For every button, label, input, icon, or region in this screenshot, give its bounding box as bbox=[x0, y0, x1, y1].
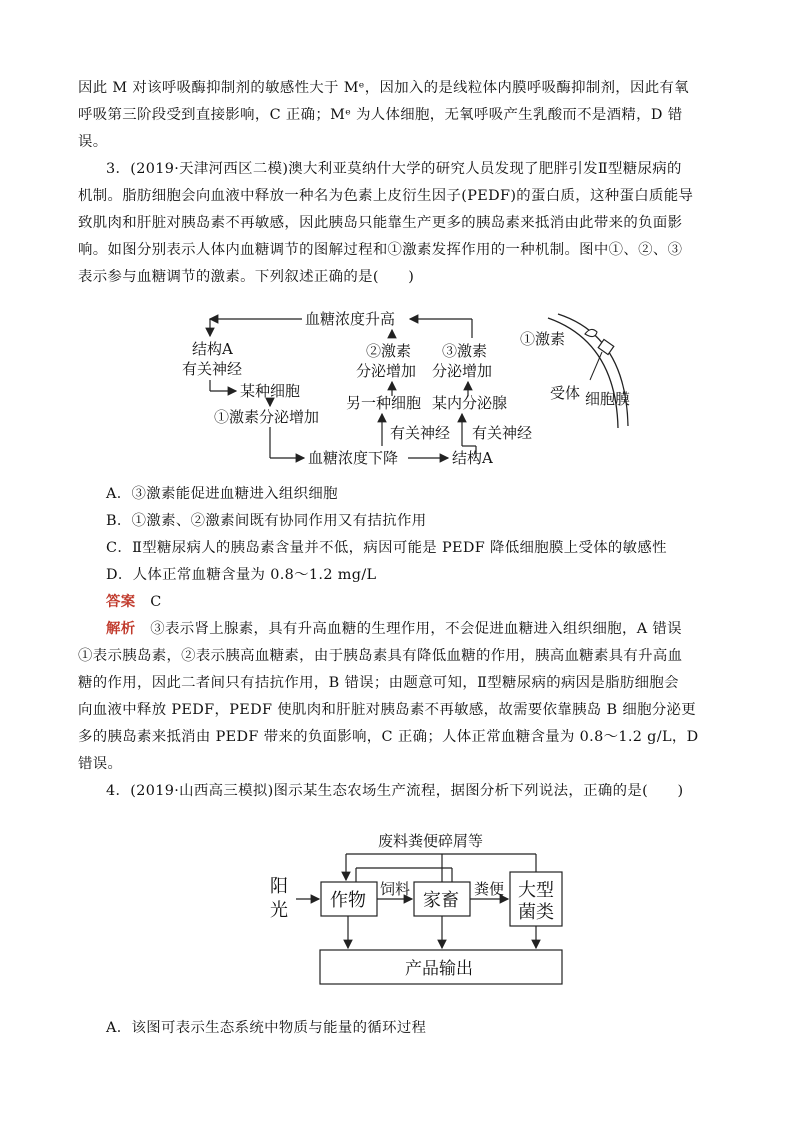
label-nerve: 有关神经 bbox=[390, 424, 451, 442]
label-crop: 作物 bbox=[330, 890, 366, 911]
option-d: D．人体正常血糖含量为 0.8～1.2 mg/L bbox=[106, 567, 377, 583]
analysis-line: 错误。 bbox=[78, 756, 123, 772]
question-3-stem: 3．(2019·天津河西区二模)澳大利亚莫纳什大学的研究人员发现了肥胖引发Ⅱ型糖尿病的 bbox=[106, 161, 682, 177]
text-line: 表示参与血糖调节的激素。下列叙述正确的是( ) bbox=[78, 269, 415, 285]
question-4-stem: 4．(2019·山西高三模拟)图示某生态农场生产流程，据图分析下列说法，正确的是( ) bbox=[106, 783, 684, 799]
label-other-cell: 另一种细胞 bbox=[346, 394, 422, 412]
text-line: 呼吸第三阶段受到直接影响，C 正确；Mᵉ 为人体细胞，无氧呼吸产生乳酸而不是酒精，D 错 bbox=[78, 107, 683, 123]
analysis-first-line bbox=[106, 619, 766, 639]
label-secretion-increase: 分泌增加 bbox=[356, 362, 417, 380]
text-line: 机制。脂肪细胞会向血液中释放一种名为色素上皮衍生因子(PEDF)的蛋白质，这种蛋白质能导 bbox=[78, 188, 694, 204]
analysis-line: 糖的作用，因此二者间只有拮抗作用，B 错误；由题意可知，Ⅱ型糖尿病的病因是脂肪细胞会 bbox=[78, 675, 679, 691]
answer-row bbox=[106, 592, 766, 612]
label-fungi: 菌类 bbox=[518, 902, 554, 923]
label-hormone1-increase: ①激素分泌增加 bbox=[214, 408, 320, 426]
label-glucose-down: 血糖浓度下降 bbox=[308, 449, 399, 467]
label-waste: 废料粪便碎屑等 bbox=[378, 832, 484, 850]
text-line: 因此 M 对该呼吸酶抑制剂的敏感性大于 Mᵉ，因加入的是线粒体内膜呼吸酶抑制剂，因此有氧 bbox=[78, 80, 690, 96]
label-sun: 阳 bbox=[270, 876, 288, 897]
label-secretion-increase: 分泌增加 bbox=[432, 362, 493, 380]
label-cell-membrane: 细胞膜 bbox=[585, 390, 631, 408]
answer-value: C bbox=[150, 594, 162, 610]
label-nerve: 有关神经 bbox=[472, 424, 533, 442]
label-feed: 饲料 bbox=[380, 880, 411, 898]
analysis-line: 多的胰岛素来抵消由 PEDF 带来的负面影响，C 正确；人体正常血糖含量为 0.8～1.2 g/L，D bbox=[78, 729, 699, 745]
label-product-output: 产品输出 bbox=[405, 959, 473, 979]
label-structure-a: 结构A bbox=[452, 449, 493, 467]
label-receptor: 受体 bbox=[550, 384, 581, 402]
option-a: A．该图可表示生态系统中物质与能量的循环过程 bbox=[106, 1020, 427, 1036]
label-hormone2: ②激素 bbox=[366, 342, 412, 360]
analysis-text: ③表示肾上腺素，具有升高血糖的生理作用，不会促进血糖进入组织细胞，A 错误 bbox=[150, 621, 682, 637]
text-line: 响。如图分别表示人体内血糖调节的图解过程和①激素发挥作用的一种机制。图中①、②、③ bbox=[78, 242, 683, 258]
blood-glucose-diagram bbox=[170, 296, 640, 474]
eco-farm-diagram bbox=[256, 816, 578, 1000]
analysis-line: ①表示胰岛素，②表示胰高血糖素，由于胰岛素具有降低血糖的作用，胰高血糖素具有升高血 bbox=[78, 648, 683, 664]
label-structure-a: 结构A bbox=[192, 340, 233, 358]
label-fungi: 大型 bbox=[518, 880, 554, 901]
label-manure: 粪便 bbox=[474, 880, 505, 898]
label-endocrine-gland: 某内分泌腺 bbox=[432, 394, 508, 412]
option-b: B．①激素、②激素间既有协同作用又有拮抗作用 bbox=[106, 513, 427, 529]
label-hormone3: ③激素 bbox=[442, 342, 488, 360]
label-hormone1: ①激素 bbox=[520, 330, 566, 348]
label-nerve: 有关神经 bbox=[182, 360, 243, 378]
text-line: 致肌肉和肝脏对胰岛素不再敏感，因此胰岛只能靠生产更多的胰岛素来抵消由此带来的负面影 bbox=[78, 215, 683, 231]
analysis-line: 向血液中释放 PEDF，PEDF 使肌肉和肝脏对胰岛素不再敏感，故需要依靠胰岛 B 细胞分泌更 bbox=[78, 702, 697, 718]
label-sun: 光 bbox=[270, 900, 288, 921]
label-livestock: 家畜 bbox=[423, 890, 459, 911]
analysis-label: 解析 bbox=[106, 620, 136, 637]
label-glucose-up: 血糖浓度升高 bbox=[305, 310, 396, 328]
label-some-cell: 某种细胞 bbox=[240, 382, 301, 400]
text-line: 误。 bbox=[78, 134, 108, 150]
option-c: C．Ⅱ型糖尿病人的胰岛素含量并不低，病因可能是 PEDF 降低细胞膜上受体的敏感性 bbox=[106, 540, 667, 556]
option-a: A．③激素能促进血糖进入组织细胞 bbox=[106, 486, 338, 502]
answer-label: 答案 bbox=[106, 593, 136, 610]
